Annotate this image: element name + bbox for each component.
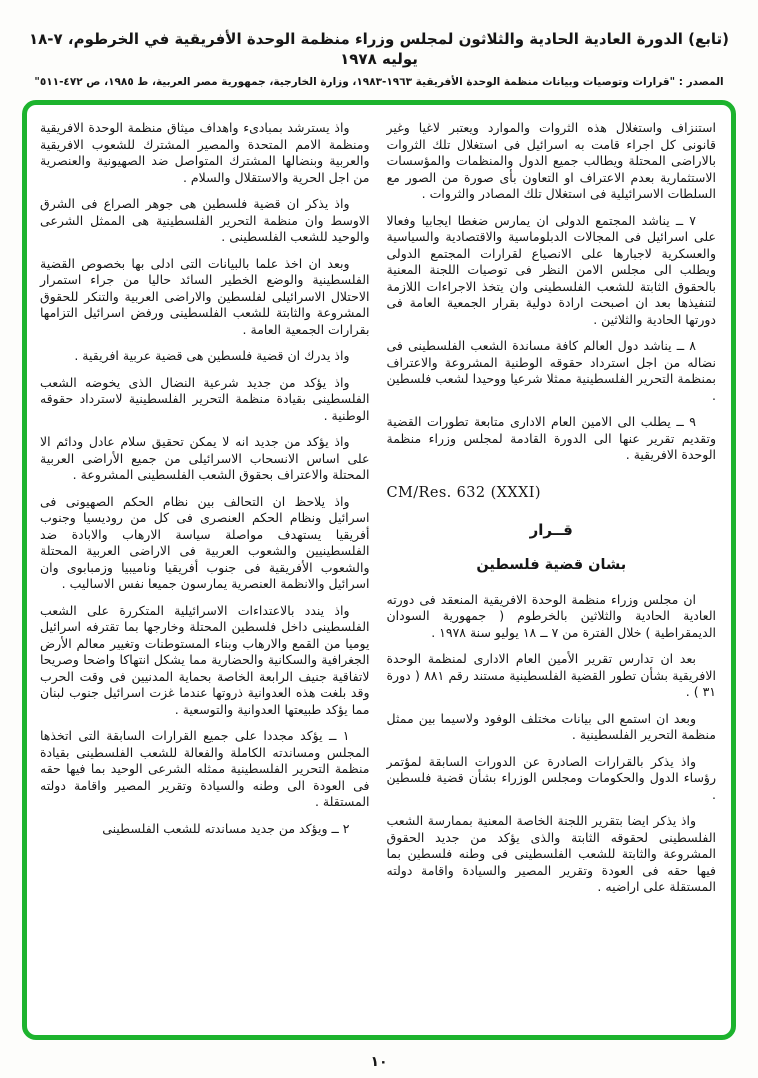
paragraph: استنزاف واستغلال هذه الثروات والموارد ويعتبر لاغيا وغير قانونى كل اجراء قامت به اسرائيل فى استغلال تلك الثروات بالاراضى المحتلة ويطالب جميع الدول والمنظمات والمؤسسات الاستثمارية بعدم الاعتراف او التعاون بأى صورة من الصور مع السلطات الاسرائيلية فى استغلال تلك المصادر والثروات . [386, 120, 716, 201]
left-column [40, 120, 370, 1025]
numbered-item-1: ١ ــ يؤكد مجددا على جميع القرارات السابقة التى اتخذها المجلس ومساندته الكاملة والفعالة للشعب الفلسطينى بقيادة منظمة التحرير الفلسطينية ممثله الشرعى الوحيد بما فيها حقه فى العودة الى وطنه والسيادة وتقرير المصير واقامة دولته المستقلة . [40, 728, 370, 809]
right-column [387, 120, 717, 1025]
paragraph: وبعد ان استمع الى بيانات مختلف الوفود ولاسيما بين ممثل منظمة التحرير الفلسطينية . [386, 710, 716, 743]
page-header [14, 30, 744, 88]
paragraph: ان مجلس وزراء منظمة الوحدة الافريقية المنعقد فى دورته العادية الحادية والثلاثين بالخرطوم ( جمهورية السودان الديمقراطية ) خلال الفترة من ٧ ــ ١٨ يوليو سنة ١٩٧٨ . [386, 591, 716, 640]
numbered-item-2: ٢ ــ ويؤكد من جديد مساندته للشعب الفلسطينى [102, 820, 350, 836]
paragraph: واذ يذكر ان قضية فلسطين هى جوهر الصراع فى الشرق الاوسط وان منظمة التحرير الفلسطينية هى الممثل الشرعى والوحيد للشعب الفلسطينى . [40, 196, 370, 244]
paragraph: واذ يندد بالاعتداءات الاسرائيلية المتكررة على الشعب الفلسطينى داخل فلسطين المحتلة وخارجها بما تقترفه اسرائيل يوميا من القمع والارهاب وبناء المستوطنات وتغيير معالم الأرض الجغرافية والسكانية والحضارية مما يشكل انتهاكا واضحا وصريحا لاتفاقية جنيف الرابعة الخاصة بحماية المدنيين فى وقت الحرب وقد بلغت هذه العدوانية ذروتها عندما غزت اسرائيل جنوب لبنان مما يؤكد طبيعتها العدوانية والتوسعية . [40, 602, 370, 717]
paragraph: واذ يسترشد بمبادىء واهداف ميثاق منظمة الوحدة الافريقية ومنظمة الامم المتحدة والمصير المشترك للشعوب الافريقية والعربية وبنضالها المشترك المتواصل ضد الصهيونية والعنصرية من اجل الحرية والاستقلال والسلام . [40, 120, 370, 185]
source-citation: المصدر : "قرارات وتوصيات وبيانات منظمة الوحدة الأفريقية ١٩٦٣-١٩٨٣، وزارة الخارجية، جمهورية مصر العربية، ط ١٩٨٥، ص ٤٧٢-٥١١" [34, 76, 724, 88]
numbered-item-9: ٩ ــ يطلب الى الامين العام الادارى متابعة تطورات القضية وتقديم تقرير عنها الى الدورة القادمة لمجلس وزراء منظمة الوحدة الافريقية . [386, 414, 716, 462]
paragraph: واذ يلاحظ ان التحالف بين نظام الحكم الصهيونى فى اسرائيل ونظام الحكم العنصرى فى كل من روديسيا وجنوب أفريقيا يستهدف مواصلة سياسة الارهاب والابادة ضد الفلسطينيين والشعوب العربية فى الاراضى العربية المحتلة والشعوب الأفريقية فى جنوب أفريقيا وناميبيا وزمبابوى وان اسرائيل والانظمة العنصرية يمارسون جميعا نفس الاساليب . [40, 493, 370, 591]
numbered-item-7: ٧ ــ يناشد المجتمع الدولى ان يمارس ضغطا ايجابيا وفعالا على اسرائيل فى المجالات الدبلوماسية والاقتصادية والسياسية والعسكرية لاجبارها على الانصياع لقرارات المجتمع الدولى ويطلب الى مجلس الامن النظر فى توصيات اللجنة المعنية بالحقوق الثابتة للشعب الفلسطينى وان يتخذ الاجراءات اللازمة لتنفيذها بعد ان اصبحت ارادة دولية بقرار الجمعية العامة فى دورتها الحادية والثلاثين . [386, 212, 716, 327]
session-title: (تابع) الدورة العادية الحادية والثلاثون لمجلس وزراء منظمة الوحدة الأفريقية في الخرطوم، ٧-١٨ يوليه ١٩٧٨ [28, 30, 730, 68]
green-frame [22, 100, 736, 1040]
resolution-title: قــرار [529, 520, 573, 539]
paragraph: واذ يدرك ان قضية فلسطين هى قضية عربية افريقية . [74, 348, 350, 363]
paragraph: واذ يؤكد من جديد انه لا يمكن تحقيق سلام عادل ودائم الا على اساس الانسحاب الاسرائيلى من جميع الأراضى العربية المحتلة والاعتراف بحقوق الشعب الفلسطينى المشروعة . [40, 434, 370, 482]
paragraph: واذ يؤكد من جديد شرعية النضال الذى يخوضه الشعب الفلسطينى بقيادة منظمة التحرير الفلسطينية لاسترداد حقوقه الوطنية . [40, 374, 370, 423]
numbered-item-8: ٨ ــ يناشد دول العالم كافة مساندة الشعب الفلسطينى فى نضاله من اجل استرداد حقوقه الوطنية المشروعة والاعتراف بمنظمة التحرير الفلسطينية ممثلا شرعيا ووحيدا لشعب فلسطين . [386, 338, 716, 403]
paragraph: واذ يذكر ايضا بتقرير اللجنة الخاصة المعنية بممارسة الشعب الفلسطينى لحقوقه الثابتة والذى يؤكد من جديد الحقوق المشروعة والثابتة للشعب الفلسطينى فى وطنه فلسطين بما فيها حقه فى العودة وتقرير المصير والسيادة واقامة دولته المستقلة على اراضيه . [386, 813, 716, 895]
paragraph: بعد ان تدارس تقرير الأمين العام الادارى لمنظمة الوحدة الافريقية بشأن تطور القضية الفلسطينية مستند رقم ٨٨١ ( دورة ٣١ ) . [386, 651, 716, 700]
two-column-text [40, 120, 716, 1025]
resolution-subtitle: بشان قضية فلسطين [476, 557, 627, 574]
page-number: ١٠ [370, 1054, 388, 1070]
paragraph: وبعد ان اخذ علما بالبيانات التى ادلى بها بخصوص القضية الفلسطينية والوضع الخطير السائد حاليا من جراء استمرار الاحتلال الاسرائيلى لفلسطين والاراضى العربية والتنكر للحقوق المشروعة والثابتة للشعب الفلسطينى ورفض اسرائيل التزامها بقرارات الجمعية العامة . [40, 255, 370, 337]
paragraph: واذ يذكر بالقرارات الصادرة عن الدورات السابقة لمؤتمر رؤساء الدول والحكومات ومجلس الوزراء بشأن قضية فلسطين . [386, 753, 716, 802]
resolution-reference: CM/Res. 632 (XXXI) [386, 484, 541, 501]
